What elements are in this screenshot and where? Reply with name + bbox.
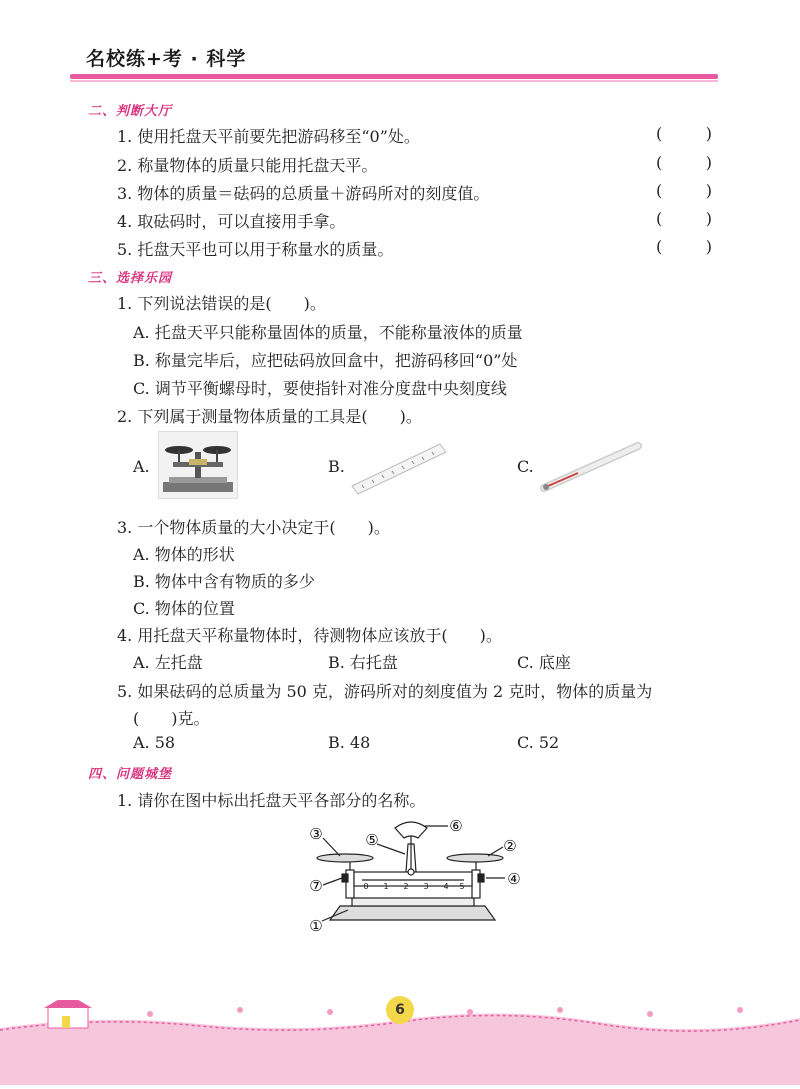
balance-diagram bbox=[300, 814, 530, 934]
q3-option-a[interactable]: A. 物体的形状 bbox=[133, 545, 235, 564]
q4-option-a[interactable]: A. 左托盘 bbox=[133, 653, 203, 672]
ruler-tick-5: 5 bbox=[459, 882, 465, 891]
q3-option-c[interactable]: C. 物体的位置 bbox=[133, 599, 235, 618]
q5-option-c[interactable]: C. 52 bbox=[517, 733, 560, 752]
q5-option-b[interactable]: B. 48 bbox=[328, 733, 371, 752]
label-6: ⑥ bbox=[449, 817, 463, 835]
q1-option-c[interactable]: C. 调节平衡螺母时，要使指针对准分度盘中央刻度线 bbox=[133, 379, 507, 398]
label-4: ④ bbox=[507, 870, 521, 888]
answer-paren-4[interactable] bbox=[656, 209, 712, 228]
section-title-judgement: 二、判断大厅 bbox=[88, 104, 173, 119]
section-title-castle: 四、问题城堡 bbox=[88, 767, 173, 782]
q2-option-c[interactable]: C. bbox=[517, 457, 534, 476]
judgement-item-5: 5. 托盘天平也可以用于称量水的质量。 bbox=[117, 240, 394, 259]
q5-stem-line2: ( )克。 bbox=[133, 709, 210, 728]
paren-open: ( bbox=[656, 237, 663, 256]
q2-stem: 2. 下列属于测量物体质量的工具是( )。 bbox=[117, 407, 422, 426]
q4-option-b[interactable]: B. 右托盘 bbox=[328, 653, 398, 672]
label-1: ① bbox=[309, 917, 323, 934]
q3-option-b[interactable]: B. 物体中含有物质的多少 bbox=[133, 572, 315, 591]
section-title-choice: 三、选择乐园 bbox=[88, 271, 173, 286]
q4-option-c[interactable]: C. 底座 bbox=[517, 653, 571, 672]
answer-paren-5[interactable] bbox=[656, 237, 712, 256]
q1-option-b[interactable]: B. 称量完毕后，应把砝码放回盒中，把游码移回“0”处 bbox=[133, 351, 518, 370]
judgement-item-4: 4. 取砝码时，可以直接用手拿。 bbox=[117, 212, 346, 231]
answer-paren-2[interactable] bbox=[656, 153, 712, 172]
q2-option-a[interactable]: A. bbox=[133, 457, 150, 476]
q5-option-a[interactable]: A. 58 bbox=[133, 733, 176, 752]
ruler-tick-4: 4 bbox=[443, 882, 449, 891]
paren-close: ) bbox=[705, 237, 712, 256]
q4-stem: 4. 用托盘天平称量物体时，待测物体应该放于( )。 bbox=[117, 626, 502, 645]
balance-scale-photo[interactable] bbox=[158, 431, 238, 499]
page-header-title: 名校练+考 · 科学 bbox=[86, 48, 247, 70]
section4-q1-stem: 1. 请你在图中标出托盘天平各部分的名称。 bbox=[117, 791, 426, 810]
q1-stem: 1. 下列说法错误的是( )。 bbox=[117, 294, 326, 313]
label-2: ② bbox=[503, 837, 517, 855]
judgement-item-3: 3. 物体的质量＝砝码的总质量＋游码所对的刻度值。 bbox=[117, 184, 490, 203]
ruler-photo[interactable] bbox=[348, 436, 448, 500]
q3-stem: 3. 一个物体质量的大小决定于( )。 bbox=[117, 518, 390, 537]
ruler-tick-2: 2 bbox=[403, 882, 409, 891]
label-3: ③ bbox=[309, 825, 323, 843]
label-5: ⑤ bbox=[365, 831, 379, 849]
paren-open: ( bbox=[656, 181, 663, 200]
judgement-item-2: 2. 称量物体的质量只能用托盘天平。 bbox=[117, 156, 378, 175]
q2-option-b[interactable]: B. bbox=[328, 457, 345, 476]
paren-open: ( bbox=[656, 153, 663, 172]
balance-diagram-lines bbox=[317, 822, 505, 921]
answer-paren-1[interactable] bbox=[656, 124, 712, 143]
ruler-tick-1: 1 bbox=[383, 882, 389, 891]
q5-stem-line1: 5. 如果砝码的总质量为 50 克，游码所对的刻度值为 2 克时，物体的质量为 bbox=[117, 682, 653, 701]
ruler-tick-0: 0 bbox=[363, 882, 369, 891]
house-icon bbox=[44, 1000, 92, 1028]
header-divider bbox=[70, 74, 718, 79]
page-number: 6 bbox=[386, 996, 414, 1024]
thermometer-photo[interactable] bbox=[538, 438, 646, 494]
paren-close: ) bbox=[705, 153, 712, 172]
paren-close: ) bbox=[705, 209, 712, 228]
paren-close: ) bbox=[705, 181, 712, 200]
paren-open: ( bbox=[656, 209, 663, 228]
answer-paren-3[interactable] bbox=[656, 181, 712, 200]
paren-close: ) bbox=[705, 124, 712, 143]
ruler-tick-3: 3 bbox=[423, 882, 429, 891]
paren-open: ( bbox=[656, 124, 663, 143]
judgement-item-1: 1. 使用托盘天平前要先把游码移至“0”处。 bbox=[117, 127, 420, 146]
label-7: ⑦ bbox=[309, 877, 323, 895]
q1-option-a[interactable]: A. 托盘天平只能称量固体的质量，不能称量液体的质量 bbox=[133, 323, 523, 342]
header-divider-light bbox=[70, 80, 718, 82]
